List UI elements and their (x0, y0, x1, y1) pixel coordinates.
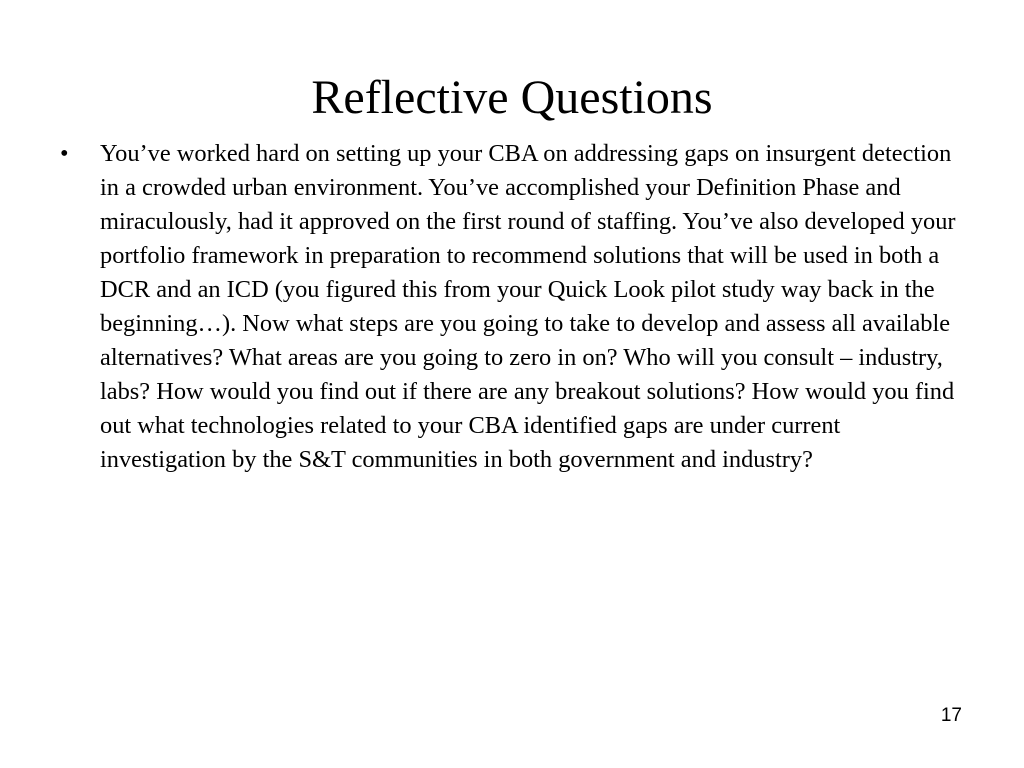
bullet-text: You’ve worked hard on setting up your CBA on addressing gaps on insurgent detection in a crowded urban environment. You’ve accomplished your Definition Phase and miraculously, had it approved on the first round of staffing. You’ve also developed your portfolio framework in preparation to recommend solutions that will be used in both a DCR and an ICD (you figured this from your Quick Look pilot study way back in the beginning…). Now what steps are you going to take to develop and assess all available alternatives? What areas are you going to zero in on? Who will you consult – industry, labs? How would you find out if there are any breakout solutions? How would you find out what technologies related to your CBA identified gaps are under current investigation by the S&T communities in both government and industry? (100, 140, 956, 473)
slide-title: Reflective Questions (311, 71, 713, 124)
bullet-marker: • (60, 140, 69, 167)
bullet-item (60, 137, 972, 477)
slide-number: 17 (940, 705, 962, 726)
bullet-list (60, 137, 972, 477)
